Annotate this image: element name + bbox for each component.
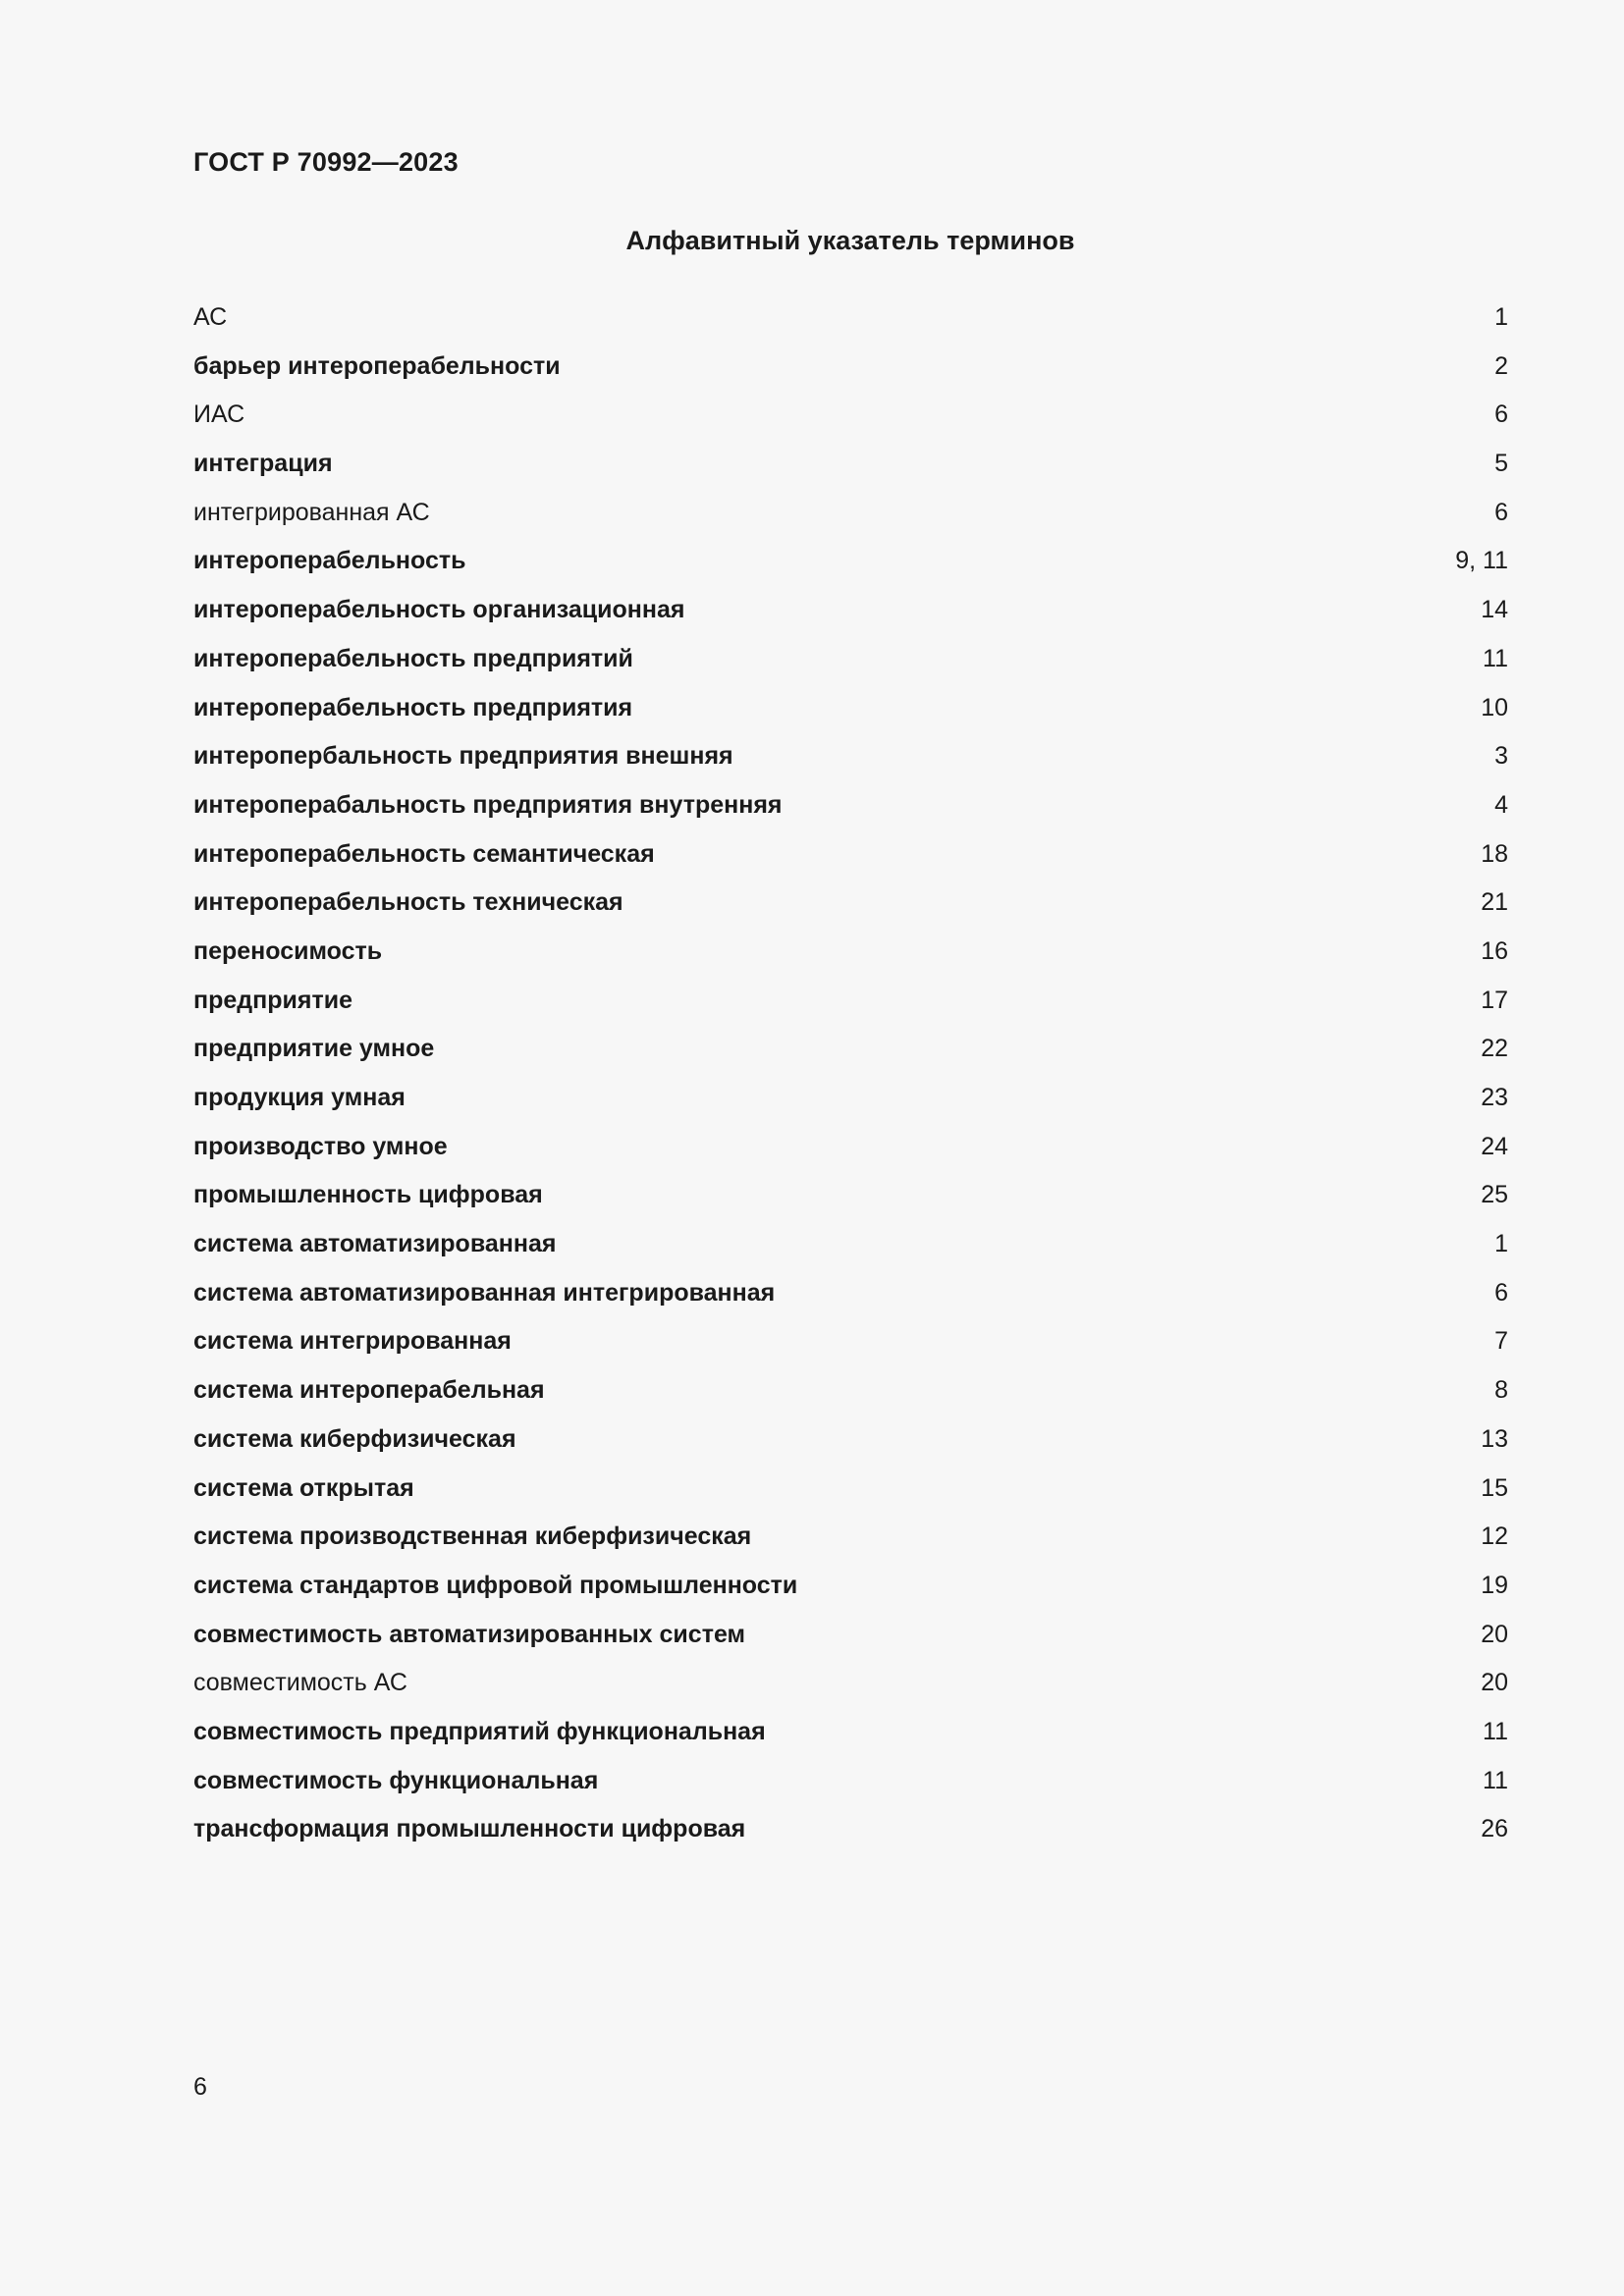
index-entry-term: интероперабельность техническая — [193, 888, 623, 917]
index-entry-term: интеграция — [193, 450, 333, 478]
index-entry-reference: 26 — [1481, 1815, 1508, 1843]
standard-code-header: ГОСТ Р 70992—2023 — [193, 147, 459, 177]
index-entry-term: система производственная киберфизическая — [193, 1522, 752, 1551]
page-number: 6 — [193, 2073, 207, 2101]
index-entry — [193, 1276, 1508, 1325]
index-entry — [193, 788, 1508, 837]
index-entry-reference: 20 — [1481, 1669, 1508, 1697]
term-index-list — [193, 300, 1508, 1861]
index-entry-term: интероперабельность предприятий — [193, 644, 633, 672]
index-entry — [193, 593, 1508, 642]
index-entry — [193, 1227, 1508, 1276]
index-entry-reference: 5 — [1494, 450, 1508, 478]
index-entry-reference: 25 — [1481, 1181, 1508, 1209]
index-entry-term: предприятие умное — [193, 1035, 435, 1063]
index-entry-reference: 1 — [1494, 303, 1508, 331]
index-entry — [193, 1130, 1508, 1179]
index-entry-reference: 2 — [1494, 351, 1508, 380]
index-entry — [193, 1618, 1508, 1667]
index-entry-term: интероперабальность предприятия внутренняя — [193, 790, 783, 819]
index-entry-reference: 7 — [1494, 1327, 1508, 1356]
index-entry-reference: 16 — [1481, 936, 1508, 965]
index-entry-term: АС — [193, 303, 228, 331]
index-entry-term: совместимость предприятий функциональная — [193, 1717, 766, 1745]
index-entry-term: система интероперабельная — [193, 1376, 545, 1405]
index-entry-term: система автоматизированная интегрированная — [193, 1278, 776, 1307]
index-entry-term: интегрированная АС — [193, 498, 430, 526]
index-entry-term: барьер интероперабельности — [193, 351, 561, 380]
index-entry — [193, 984, 1508, 1033]
index-entry — [193, 398, 1508, 447]
index-entry-term: производство умное — [193, 1132, 448, 1160]
index-entry-term: интеропербальность предприятия внешняя — [193, 742, 733, 771]
index-entry-reference: 11 — [1483, 644, 1508, 672]
index-entry-reference: 12 — [1481, 1522, 1508, 1551]
index-entry — [193, 349, 1508, 399]
index-entry-reference: 14 — [1481, 596, 1508, 624]
index-entry-reference: 18 — [1481, 839, 1508, 868]
index-entry — [193, 544, 1508, 593]
index-entry — [193, 837, 1508, 886]
index-entry-term: трансформация промышленности цифровая — [193, 1815, 746, 1843]
index-entry-term: переносимость — [193, 936, 383, 965]
index-entry-reference: 4 — [1494, 790, 1508, 819]
index-entry — [193, 1422, 1508, 1471]
index-entry — [193, 1471, 1508, 1521]
index-entry-term: система стандартов цифровой промышленности — [193, 1571, 798, 1599]
index-entry — [193, 496, 1508, 545]
index-entry-term: система киберфизическая — [193, 1424, 516, 1453]
index-entry-reference: 24 — [1481, 1132, 1508, 1160]
index-entry-term: промышленность цифровая — [193, 1181, 543, 1209]
index-entry-term: система интегрированная — [193, 1327, 512, 1356]
index-entry-reference: 11 — [1483, 1766, 1508, 1794]
index-entry — [193, 1520, 1508, 1569]
index-entry-reference: 1 — [1494, 1230, 1508, 1258]
index-entry-term: интероперабельность — [193, 547, 466, 575]
index-entry-reference: 8 — [1494, 1376, 1508, 1405]
index-entry-reference: 10 — [1481, 693, 1508, 721]
index-entry — [193, 1666, 1508, 1715]
index-entry-reference: 22 — [1481, 1035, 1508, 1063]
index-entry — [193, 1569, 1508, 1618]
index-entry — [193, 934, 1508, 984]
index-entry — [193, 300, 1508, 349]
index-entry-reference: 6 — [1494, 1278, 1508, 1307]
index-entry-reference: 19 — [1481, 1571, 1508, 1599]
index-entry — [193, 1178, 1508, 1227]
index-entry — [193, 1764, 1508, 1813]
index-entry — [193, 447, 1508, 496]
index-entry — [193, 1715, 1508, 1764]
index-entry-reference: 3 — [1494, 742, 1508, 771]
index-entry-reference: 6 — [1494, 400, 1508, 429]
index-entry — [193, 1812, 1508, 1861]
index-entry-reference: 11 — [1483, 1717, 1508, 1745]
index-entry-term: интероперабельность организационная — [193, 596, 685, 624]
index-entry-term: предприятие — [193, 986, 352, 1014]
index-entry-term: интероперабельность предприятия — [193, 693, 633, 721]
index-entry-term: продукция умная — [193, 1084, 406, 1111]
index-entry — [193, 691, 1508, 740]
index-entry-reference: 21 — [1481, 888, 1508, 917]
index-entry-term: интероперабельность семантическая — [193, 839, 655, 868]
index-entry-term: совместимость функциональная — [193, 1766, 599, 1794]
index-entry-term: система автоматизированная — [193, 1230, 557, 1258]
index-entry-reference: 17 — [1481, 986, 1508, 1014]
index-entry-term: совместимость АС — [193, 1669, 407, 1697]
index-entry-reference: 9, 11 — [1455, 547, 1508, 575]
index-entry-term: совместимость автоматизированных систем — [193, 1620, 746, 1648]
index-entry — [193, 1324, 1508, 1373]
index-entry — [193, 1373, 1508, 1422]
index-entry — [193, 1081, 1508, 1130]
index-entry — [193, 739, 1508, 788]
index-title: Алфавитный указатель терминов — [625, 226, 1075, 255]
index-entry-reference: 15 — [1481, 1473, 1508, 1502]
index-entry-reference: 23 — [1481, 1084, 1508, 1111]
index-entry-reference: 6 — [1494, 498, 1508, 526]
index-entry — [193, 642, 1508, 691]
index-entry-reference: 13 — [1481, 1424, 1508, 1453]
index-entry — [193, 1032, 1508, 1081]
index-entry-term: ИАС — [193, 400, 245, 429]
index-entry-reference: 20 — [1481, 1620, 1508, 1648]
index-entry-term: система открытая — [193, 1473, 414, 1502]
index-entry — [193, 885, 1508, 934]
